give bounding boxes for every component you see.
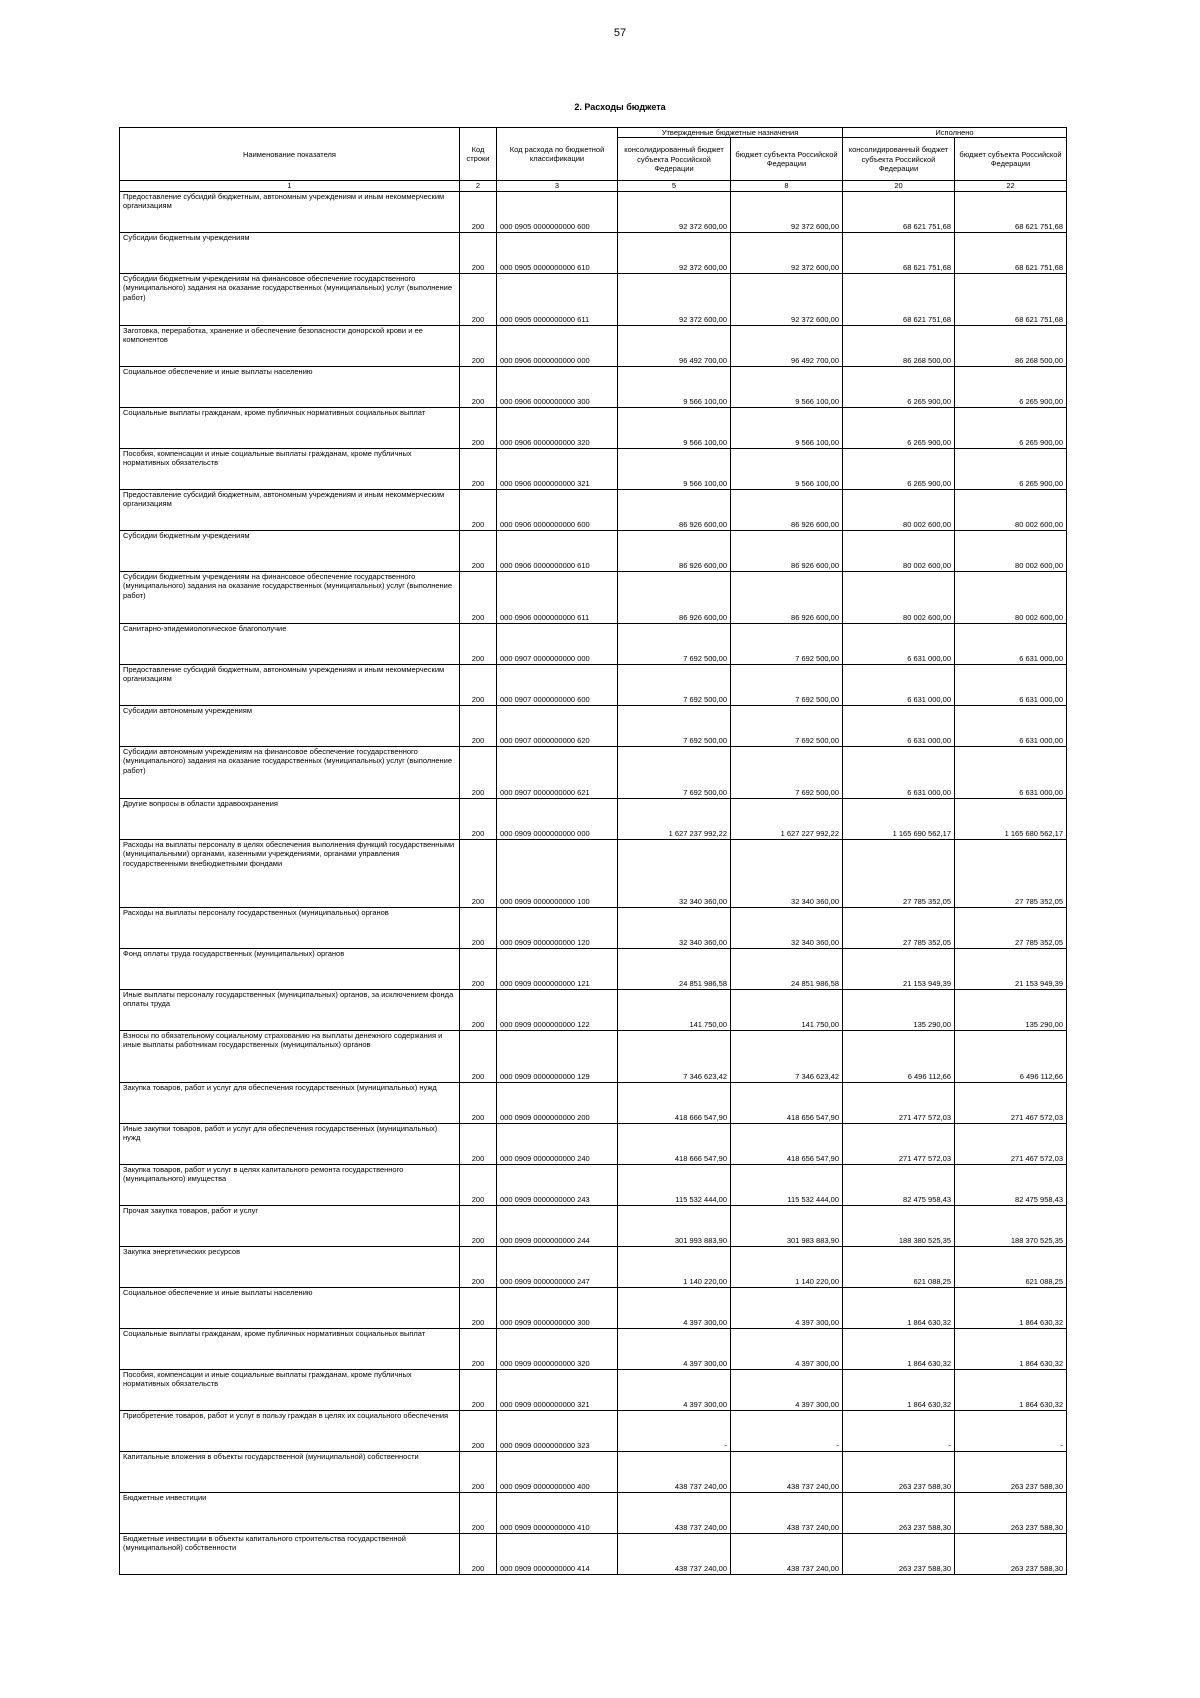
row-approved-consolidated: 92 372 600,00 — [618, 232, 731, 273]
row-executed-subject: 6 496 112,66 — [955, 1030, 1067, 1082]
row-kbk: 000 0906 0000000000 321 — [497, 448, 618, 489]
row-executed-subject: 68 621 751,68 — [955, 191, 1067, 232]
row-executed-subject: 135 290,00 — [955, 989, 1067, 1030]
table-row — [120, 839, 1067, 907]
row-approved-consolidated: 438 737 240,00 — [618, 1492, 731, 1533]
row-name: Заготовка, переработка, хранение и обеспечение безопасности донорской крови и ее компонентов — [120, 325, 460, 366]
header-code: Код строки — [460, 128, 497, 181]
table-row — [120, 1369, 1067, 1410]
row-name: Другие вопросы в области здравоохранения — [120, 798, 460, 839]
row-kbk: 000 0906 0000000000 320 — [497, 407, 618, 448]
row-approved-consolidated: 9 566 100,00 — [618, 407, 731, 448]
row-kbk: 000 0909 0000000000 320 — [497, 1328, 618, 1369]
table-row — [120, 798, 1067, 839]
header-name: Наименование показателя — [120, 128, 460, 181]
row-executed-subject: 68 621 751,68 — [955, 232, 1067, 273]
row-approved-consolidated: 9 566 100,00 — [618, 448, 731, 489]
row-executed-subject: 21 153 949,39 — [955, 948, 1067, 989]
row-executed-subject: 6 265 900,00 — [955, 366, 1067, 407]
table-row — [120, 907, 1067, 948]
row-executed-consolidated: 6 631 000,00 — [843, 705, 955, 746]
row-name: Субсидии автономным учреждениям — [120, 705, 460, 746]
row-name: Субсидии бюджетным учреждениям — [120, 530, 460, 571]
row-kbk: 000 0907 0000000000 600 — [497, 664, 618, 705]
row-approved-subject: 92 372 600,00 — [731, 191, 843, 232]
row-kbk: 000 0909 0000000000 247 — [497, 1246, 618, 1287]
row-executed-subject: 80 002 600,00 — [955, 530, 1067, 571]
row-code: 200 — [460, 366, 497, 407]
row-executed-subject: 6 265 900,00 — [955, 407, 1067, 448]
row-name: Предоставление субсидий бюджетным, автономным учреждениям и иным некоммерческим организациям — [120, 664, 460, 705]
column-number: 8 — [731, 181, 843, 191]
column-number: 22 — [955, 181, 1067, 191]
row-approved-consolidated: 96 492 700,00 — [618, 325, 731, 366]
row-approved-subject: 141 750,00 — [731, 989, 843, 1030]
row-executed-subject: 82 475 958,43 — [955, 1164, 1067, 1205]
table-row — [120, 1082, 1067, 1123]
expenditure-table — [119, 127, 1067, 1575]
row-approved-consolidated: 4 397 300,00 — [618, 1287, 731, 1328]
row-code: 200 — [460, 232, 497, 273]
row-approved-consolidated: 32 340 360,00 — [618, 907, 731, 948]
row-executed-subject: 621 088,25 — [955, 1246, 1067, 1287]
row-name: Закупка товаров, работ и услуг для обеспечения государственных (муниципальных) нужд — [120, 1082, 460, 1123]
row-approved-subject: 438 737 240,00 — [731, 1492, 843, 1533]
row-name: Расходы на выплаты персоналу государственных (муниципальных) органов — [120, 907, 460, 948]
row-executed-consolidated: 80 002 600,00 — [843, 530, 955, 571]
row-code: 200 — [460, 1082, 497, 1123]
table-row — [120, 664, 1067, 705]
row-code: 200 — [460, 191, 497, 232]
row-code: 200 — [460, 1451, 497, 1492]
row-approved-subject: 1 627 227 992,22 — [731, 798, 843, 839]
row-approved-consolidated: 92 372 600,00 — [618, 191, 731, 232]
row-approved-subject: 4 397 300,00 — [731, 1287, 843, 1328]
row-approved-subject: 32 340 360,00 — [731, 839, 843, 907]
row-approved-consolidated: 438 737 240,00 — [618, 1451, 731, 1492]
row-name: Социальное обеспечение и иные выплаты населению — [120, 366, 460, 407]
row-code: 200 — [460, 907, 497, 948]
table-row — [120, 273, 1067, 325]
row-approved-consolidated: 141 750,00 — [618, 989, 731, 1030]
row-kbk: 000 0909 0000000000 129 — [497, 1030, 618, 1082]
row-name: Субсидии бюджетным учреждениям на финансовое обеспечение государственного (муниципального) задания на оказание государственных (муниципальных) услуг (выполнение работ) — [120, 571, 460, 623]
row-approved-consolidated: 7 692 500,00 — [618, 664, 731, 705]
row-code: 200 — [460, 623, 497, 664]
table-row — [120, 1492, 1067, 1533]
row-approved-consolidated: 9 566 100,00 — [618, 366, 731, 407]
row-approved-subject: 96 492 700,00 — [731, 325, 843, 366]
column-number: 20 — [843, 181, 955, 191]
row-name: Субсидии бюджетным учреждениям на финансовое обеспечение государственного (муниципального) задания на оказание государственных (муниципальных) услуг (выполнение работ) — [120, 273, 460, 325]
row-kbk: 000 0909 0000000000 100 — [497, 839, 618, 907]
row-name: Закупка товаров, работ и услуг в целях капитального ремонта государственного (муниципального) имущества — [120, 1164, 460, 1205]
row-executed-subject: 68 621 751,68 — [955, 273, 1067, 325]
table-row — [120, 1030, 1067, 1082]
row-approved-consolidated: 301 993 883,90 — [618, 1205, 731, 1246]
header-approved-group: Утвержденные бюджетные назначения — [618, 128, 843, 138]
row-approved-subject: 86 926 600,00 — [731, 571, 843, 623]
row-approved-subject: - — [731, 1410, 843, 1451]
row-executed-subject: 6 631 000,00 — [955, 623, 1067, 664]
table-row — [120, 948, 1067, 989]
row-code: 200 — [460, 948, 497, 989]
row-name: Субсидии бюджетным учреждениям — [120, 232, 460, 273]
row-kbk: 000 0905 0000000000 600 — [497, 191, 618, 232]
row-executed-consolidated: 68 621 751,68 — [843, 191, 955, 232]
row-approved-consolidated: 86 926 600,00 — [618, 489, 731, 530]
page-number: 57 — [613, 27, 627, 39]
row-approved-consolidated: 115 532 444,00 — [618, 1164, 731, 1205]
row-approved-subject: 115 532 444,00 — [731, 1164, 843, 1205]
row-approved-subject: 7 346 623,42 — [731, 1030, 843, 1082]
row-approved-consolidated: 7 692 500,00 — [618, 705, 731, 746]
row-approved-subject: 4 397 300,00 — [731, 1369, 843, 1410]
row-code: 200 — [460, 530, 497, 571]
row-executed-subject: 80 002 600,00 — [955, 489, 1067, 530]
row-executed-subject: 27 785 352,05 — [955, 907, 1067, 948]
row-approved-subject: 438 737 240,00 — [731, 1533, 843, 1574]
row-executed-consolidated: 1 165 690 562,17 — [843, 798, 955, 839]
row-name: Иные выплаты персоналу государственных (муниципальных) органов, за исключением фонда оплаты труда — [120, 989, 460, 1030]
row-approved-consolidated: 4 397 300,00 — [618, 1369, 731, 1410]
row-approved-subject: 32 340 360,00 — [731, 907, 843, 948]
table-row — [120, 705, 1067, 746]
row-executed-consolidated: 6 265 900,00 — [843, 448, 955, 489]
row-executed-consolidated: 6 631 000,00 — [843, 746, 955, 798]
row-kbk: 000 0906 0000000000 611 — [497, 571, 618, 623]
table-row — [120, 1205, 1067, 1246]
row-name: Субсидии автономным учреждениям на финансовое обеспечение государственного (муниципального) задания на оказание государственных (муниципальных) услуг (выполнение работ) — [120, 746, 460, 798]
row-executed-consolidated: 188 380 525,35 — [843, 1205, 955, 1246]
row-executed-consolidated: 27 785 352,05 — [843, 907, 955, 948]
row-approved-subject: 9 566 100,00 — [731, 407, 843, 448]
table-row — [120, 407, 1067, 448]
row-approved-subject: 7 692 500,00 — [731, 664, 843, 705]
row-executed-subject: 263 237 588,30 — [955, 1533, 1067, 1574]
row-kbk: 000 0906 0000000000 600 — [497, 489, 618, 530]
row-approved-consolidated: 86 926 600,00 — [618, 530, 731, 571]
row-code: 200 — [460, 1205, 497, 1246]
row-executed-subject: 1 864 630,32 — [955, 1369, 1067, 1410]
row-name: Капитальные вложения в объекты государственной (муниципальной) собственности — [120, 1451, 460, 1492]
row-approved-consolidated: 32 340 360,00 — [618, 839, 731, 907]
row-executed-consolidated: 6 631 000,00 — [843, 664, 955, 705]
row-approved-subject: 4 397 300,00 — [731, 1328, 843, 1369]
row-name: Социальные выплаты гражданам, кроме публичных нормативных социальных выплат — [120, 1328, 460, 1369]
table-row — [120, 232, 1067, 273]
row-approved-subject: 9 566 100,00 — [731, 448, 843, 489]
row-approved-subject: 418 656 547,90 — [731, 1123, 843, 1164]
row-kbk: 000 0907 0000000000 620 — [497, 705, 618, 746]
row-executed-consolidated: 21 153 949,39 — [843, 948, 955, 989]
row-approved-subject: 86 926 600,00 — [731, 489, 843, 530]
row-approved-subject: 7 692 500,00 — [731, 746, 843, 798]
row-executed-subject: 263 237 588,30 — [955, 1451, 1067, 1492]
row-approved-consolidated: 7 346 623,42 — [618, 1030, 731, 1082]
table-row — [120, 366, 1067, 407]
row-approved-subject: 92 372 600,00 — [731, 273, 843, 325]
table-row — [120, 489, 1067, 530]
row-name: Пособия, компенсации и иные социальные выплаты гражданам, кроме публичных нормативных обязательств — [120, 448, 460, 489]
row-code: 200 — [460, 407, 497, 448]
row-executed-subject: 1 864 630,32 — [955, 1328, 1067, 1369]
row-approved-consolidated: 1 140 220,00 — [618, 1246, 731, 1287]
table-row — [120, 530, 1067, 571]
row-code: 200 — [460, 1369, 497, 1410]
row-name: Расходы на выплаты персоналу в целях обеспечения выполнения функций государственными (муниципальными) органами, казенными учреждениями, органами управления государственными внебюджетными фондами — [120, 839, 460, 907]
row-kbk: 000 0909 0000000000 300 — [497, 1287, 618, 1328]
row-code: 200 — [460, 1410, 497, 1451]
row-code: 200 — [460, 325, 497, 366]
row-name: Фонд оплаты труда государственных (муниципальных) органов — [120, 948, 460, 989]
row-code: 200 — [460, 273, 497, 325]
row-kbk: 000 0909 0000000000 410 — [497, 1492, 618, 1533]
table-row — [120, 989, 1067, 1030]
row-executed-consolidated: 1 864 630,32 — [843, 1369, 955, 1410]
row-code: 200 — [460, 489, 497, 530]
row-executed-subject: 27 785 352,05 — [955, 839, 1067, 907]
table-row — [120, 1246, 1067, 1287]
row-code: 200 — [460, 1533, 497, 1574]
row-code: 200 — [460, 1492, 497, 1533]
row-approved-consolidated: - — [618, 1410, 731, 1451]
row-executed-subject: 271 467 572,03 — [955, 1123, 1067, 1164]
table-row — [120, 191, 1067, 232]
row-kbk: 000 0909 0000000000 000 — [497, 798, 618, 839]
table-row — [120, 448, 1067, 489]
table-row — [120, 1328, 1067, 1369]
row-approved-subject: 438 737 240,00 — [731, 1451, 843, 1492]
row-executed-consolidated: 6 265 900,00 — [843, 366, 955, 407]
row-approved-subject: 86 926 600,00 — [731, 530, 843, 571]
row-executed-subject: - — [955, 1410, 1067, 1451]
table-row — [120, 1410, 1067, 1451]
row-executed-consolidated: 621 088,25 — [843, 1246, 955, 1287]
row-executed-consolidated: 80 002 600,00 — [843, 571, 955, 623]
row-executed-subject: 6 265 900,00 — [955, 448, 1067, 489]
row-approved-consolidated: 92 372 600,00 — [618, 273, 731, 325]
row-executed-consolidated: 1 864 630,32 — [843, 1328, 955, 1369]
row-kbk: 000 0909 0000000000 414 — [497, 1533, 618, 1574]
header-approved-consolidated: консолидированный бюджет субъекта Российской Федерации — [618, 138, 731, 181]
row-approved-consolidated: 418 666 547,90 — [618, 1082, 731, 1123]
row-approved-consolidated: 438 737 240,00 — [618, 1533, 731, 1574]
table-row — [120, 1164, 1067, 1205]
row-kbk: 000 0909 0000000000 243 — [497, 1164, 618, 1205]
row-name: Бюджетные инвестиции в объекты капитального строительства государственной (муниципальной) собственности — [120, 1533, 460, 1574]
row-approved-subject: 1 140 220,00 — [731, 1246, 843, 1287]
row-approved-consolidated: 86 926 600,00 — [618, 571, 731, 623]
table-row — [120, 1451, 1067, 1492]
row-kbk: 000 0909 0000000000 400 — [497, 1451, 618, 1492]
row-kbk: 000 0909 0000000000 122 — [497, 989, 618, 1030]
row-kbk: 000 0906 0000000000 000 — [497, 325, 618, 366]
row-code: 200 — [460, 664, 497, 705]
row-executed-subject: 6 631 000,00 — [955, 705, 1067, 746]
row-executed-consolidated: 80 002 600,00 — [843, 489, 955, 530]
section-title: 2. Расходы бюджета — [574, 102, 666, 112]
row-name: Закупка энергетических ресурсов — [120, 1246, 460, 1287]
row-executed-subject: 271 467 572,03 — [955, 1082, 1067, 1123]
row-approved-subject: 24 851 986,58 — [731, 948, 843, 989]
header-executed-consolidated: консолидированный бюджет субъекта Российской Федерации — [843, 138, 955, 181]
row-approved-subject: 301 983 883,90 — [731, 1205, 843, 1246]
row-code: 200 — [460, 1164, 497, 1205]
row-code: 200 — [460, 448, 497, 489]
row-code: 200 — [460, 746, 497, 798]
table-row — [120, 1287, 1067, 1328]
row-executed-subject: 263 237 588,30 — [955, 1492, 1067, 1533]
row-approved-consolidated: 4 397 300,00 — [618, 1328, 731, 1369]
row-code: 200 — [460, 1123, 497, 1164]
row-executed-subject: 6 631 000,00 — [955, 746, 1067, 798]
row-executed-consolidated: 135 290,00 — [843, 989, 955, 1030]
row-name: Прочая закупка товаров, работ и услуг — [120, 1205, 460, 1246]
row-kbk: 000 0909 0000000000 321 — [497, 1369, 618, 1410]
row-approved-consolidated: 24 851 986,58 — [618, 948, 731, 989]
row-executed-consolidated: - — [843, 1410, 955, 1451]
row-code: 200 — [460, 1287, 497, 1328]
row-code: 200 — [460, 989, 497, 1030]
row-kbk: 000 0909 0000000000 323 — [497, 1410, 618, 1451]
row-kbk: 000 0909 0000000000 240 — [497, 1123, 618, 1164]
row-kbk: 000 0909 0000000000 200 — [497, 1082, 618, 1123]
row-code: 200 — [460, 1328, 497, 1369]
row-approved-consolidated: 7 692 500,00 — [618, 623, 731, 664]
row-executed-subject: 1 864 630,32 — [955, 1287, 1067, 1328]
row-executed-consolidated: 82 475 958,43 — [843, 1164, 955, 1205]
row-executed-consolidated: 6 265 900,00 — [843, 407, 955, 448]
table-row — [120, 1123, 1067, 1164]
row-executed-consolidated: 6 496 112,66 — [843, 1030, 955, 1082]
row-name: Предоставление субсидий бюджетным, автономным учреждениям и иным некоммерческим организациям — [120, 191, 460, 232]
row-name: Иные закупки товаров, работ и услуг для обеспечения государственных (муниципальных) нужд — [120, 1123, 460, 1164]
row-executed-subject: 80 002 600,00 — [955, 571, 1067, 623]
row-kbk: 000 0906 0000000000 610 — [497, 530, 618, 571]
column-number: 5 — [618, 181, 731, 191]
row-executed-subject: 6 631 000,00 — [955, 664, 1067, 705]
row-approved-subject: 7 692 500,00 — [731, 623, 843, 664]
column-number: 3 — [497, 181, 618, 191]
header-kbk: Код расхода по бюджетной классификации — [497, 128, 618, 181]
row-executed-consolidated: 271 477 572,03 — [843, 1123, 955, 1164]
table-row — [120, 325, 1067, 366]
row-code: 200 — [460, 839, 497, 907]
header-executed-subject: бюджет субъекта Российской Федерации — [955, 138, 1067, 181]
row-kbk: 000 0907 0000000000 000 — [497, 623, 618, 664]
row-name: Санитарно-эпидемиологическое благополучие — [120, 623, 460, 664]
row-name: Взносы по обязательному социальному страхованию на выплаты денежного содержания и иные выплаты работникам государственных (муниципальных) органов — [120, 1030, 460, 1082]
row-approved-subject: 418 656 547,90 — [731, 1082, 843, 1123]
row-name: Бюджетные инвестиции — [120, 1492, 460, 1533]
row-executed-consolidated: 68 621 751,68 — [843, 232, 955, 273]
row-code: 200 — [460, 1030, 497, 1082]
header-approved-subject: бюджет субъекта Российской Федерации — [731, 138, 843, 181]
row-name: Приобретение товаров, работ и услуг в пользу граждан в целях их социального обеспечения — [120, 1410, 460, 1451]
row-executed-consolidated: 271 477 572,03 — [843, 1082, 955, 1123]
row-executed-consolidated: 263 237 588,30 — [843, 1492, 955, 1533]
row-approved-subject: 92 372 600,00 — [731, 232, 843, 273]
row-executed-consolidated: 263 237 588,30 — [843, 1533, 955, 1574]
header-executed-group: Исполнено — [843, 128, 1067, 138]
row-executed-consolidated: 1 864 630,32 — [843, 1287, 955, 1328]
row-name: Социальные выплаты гражданам, кроме публичных нормативных социальных выплат — [120, 407, 460, 448]
row-approved-consolidated: 7 692 500,00 — [618, 746, 731, 798]
row-code: 200 — [460, 798, 497, 839]
row-name: Пособия, компенсации и иные социальные выплаты гражданам, кроме публичных нормативных обязательств — [120, 1369, 460, 1410]
row-executed-subject: 1 165 680 562,17 — [955, 798, 1067, 839]
row-approved-consolidated: 1 627 237 992,22 — [618, 798, 731, 839]
row-name: Предоставление субсидий бюджетным, автономным учреждениям и иным некоммерческим организациям — [120, 489, 460, 530]
row-kbk: 000 0906 0000000000 300 — [497, 366, 618, 407]
row-kbk: 000 0909 0000000000 121 — [497, 948, 618, 989]
row-kbk: 000 0905 0000000000 611 — [497, 273, 618, 325]
row-name: Социальное обеспечение и иные выплаты населению — [120, 1287, 460, 1328]
row-executed-subject: 86 268 500,00 — [955, 325, 1067, 366]
row-approved-subject: 7 692 500,00 — [731, 705, 843, 746]
row-kbk: 000 0905 0000000000 610 — [497, 232, 618, 273]
row-code: 200 — [460, 705, 497, 746]
row-kbk: 000 0907 0000000000 621 — [497, 746, 618, 798]
row-executed-consolidated: 263 237 588,30 — [843, 1451, 955, 1492]
column-number: 2 — [460, 181, 497, 191]
row-executed-consolidated: 86 268 500,00 — [843, 325, 955, 366]
table-row — [120, 1533, 1067, 1574]
table-row — [120, 623, 1067, 664]
row-approved-consolidated: 418 666 547,90 — [618, 1123, 731, 1164]
row-approved-subject: 9 566 100,00 — [731, 366, 843, 407]
row-executed-consolidated: 6 631 000,00 — [843, 623, 955, 664]
row-executed-consolidated: 68 621 751,68 — [843, 273, 955, 325]
row-executed-consolidated: 27 785 352,05 — [843, 839, 955, 907]
row-kbk: 000 0909 0000000000 120 — [497, 907, 618, 948]
row-kbk: 000 0909 0000000000 244 — [497, 1205, 618, 1246]
row-executed-subject: 188 370 525,35 — [955, 1205, 1067, 1246]
table-row — [120, 746, 1067, 798]
row-code: 200 — [460, 571, 497, 623]
column-number: 1 — [120, 181, 460, 191]
table-row — [120, 571, 1067, 623]
row-code: 200 — [460, 1246, 497, 1287]
